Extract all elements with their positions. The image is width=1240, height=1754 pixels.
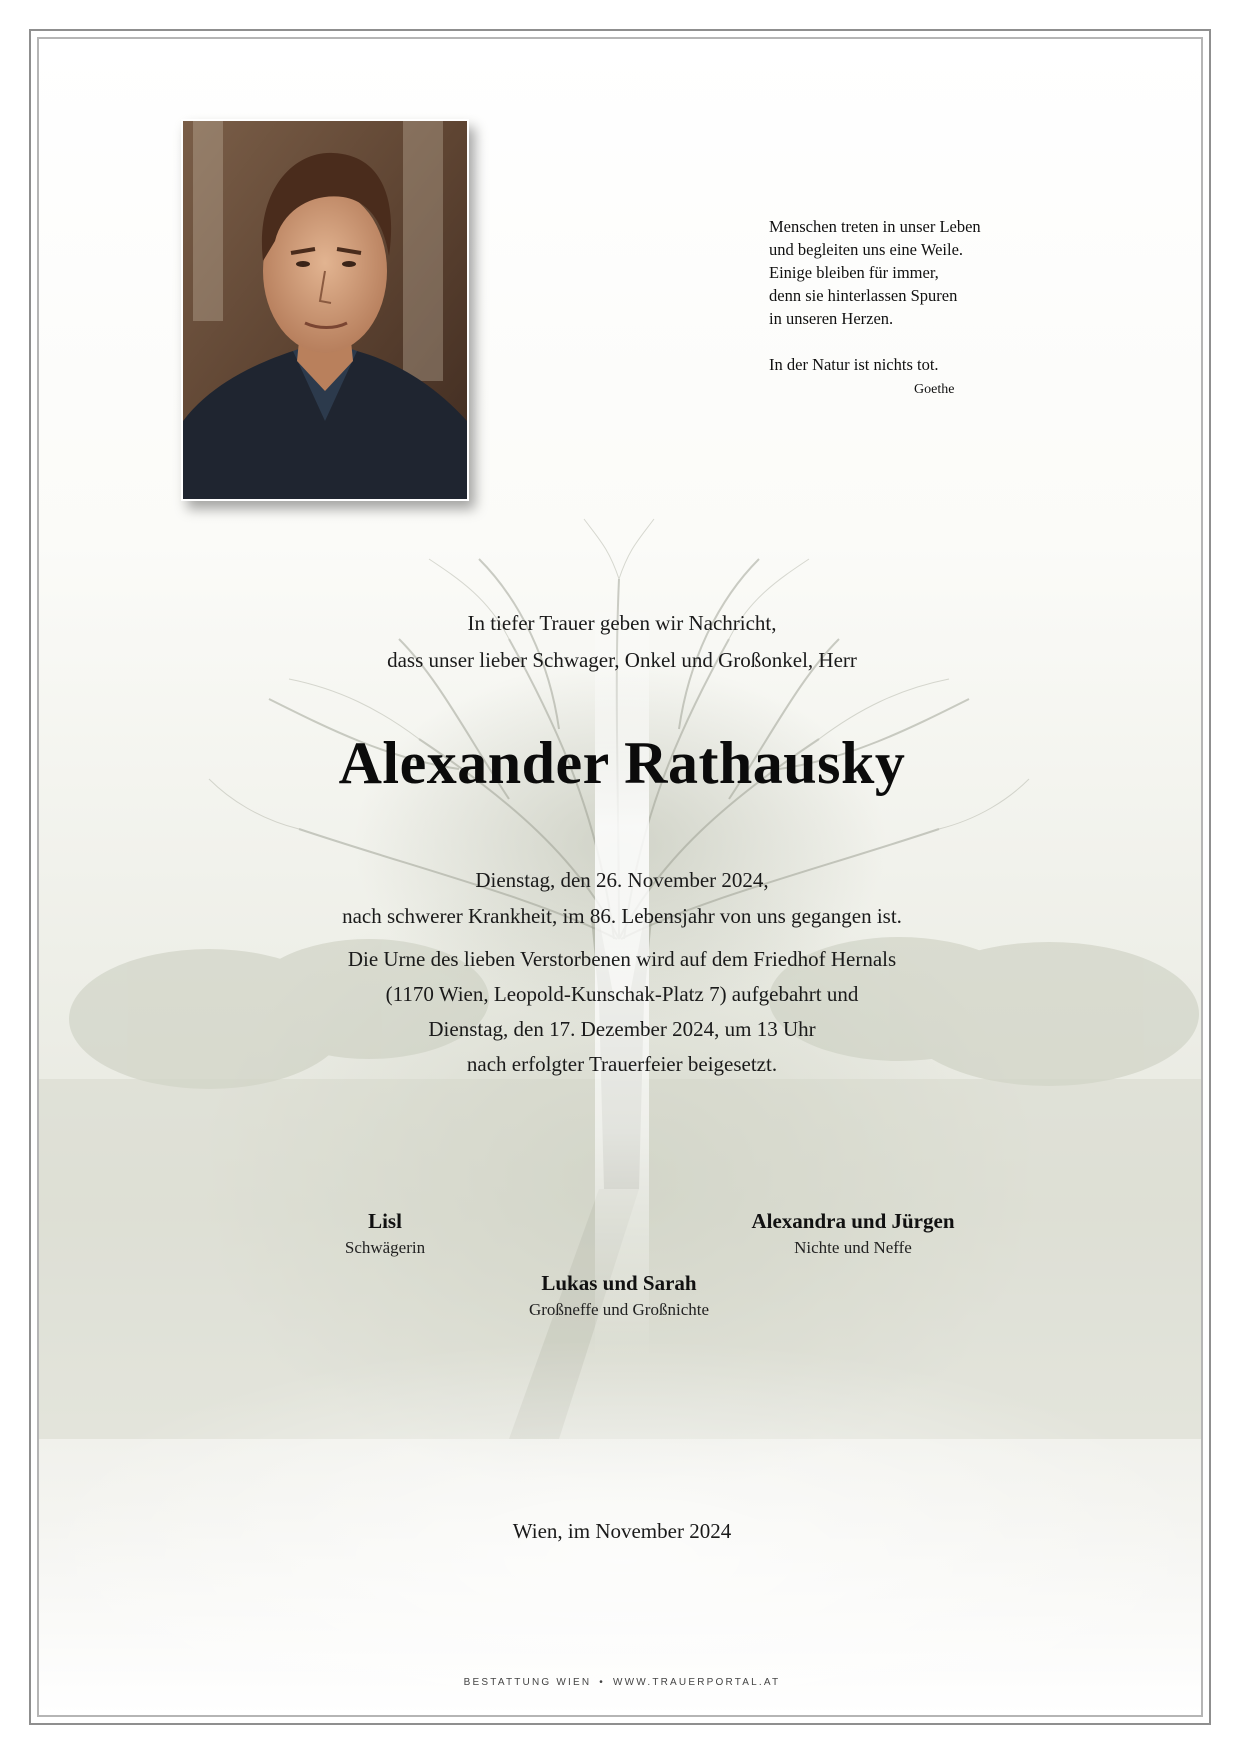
quote-line: denn sie hinterlassen Spuren [769,286,958,305]
quote-line-2: In der Natur ist nichts tot. [769,355,939,374]
death-notice [39,862,1203,934]
mourner-name: Lukas und Sarah [541,1271,697,1295]
quote-line: und begleiten uns eine Weile. [769,240,964,259]
quote-line: in unseren Herzen. [769,309,894,328]
ceremony-line-3: Dienstag, den 17. Dezember 2024, um 13 Uhr [428,1017,816,1041]
mourner-alexandra-juergen [673,1209,1033,1258]
quote-line: Einige bleiben für immer, [769,263,939,282]
mourner-lisl [205,1209,565,1258]
announcement-intro [39,605,1203,679]
footer [39,1677,1203,1688]
mourner-name: Lisl [368,1209,402,1233]
quote-author: Goethe [914,382,955,397]
portrait-photo [181,119,469,501]
quote-line: Menschen treten in unser Leben [769,217,981,236]
mourner-relation: Schwägerin [344,1238,426,1257]
portrait-illustration [183,121,467,499]
ceremony-line-2: (1170 Wien, Leopold-Kunschak-Platz 7) aufgebahrt und [385,982,859,1006]
quote-block [769,215,1089,401]
intro-line-2: dass unser lieber Schwager, Onkel und Großonkel, Herr [387,648,857,672]
ceremony-line-1: Die Urne des lieben Verstorbenen wird auf dem Friedhof Hernals [347,947,897,971]
intro-line-1: In tiefer Trauer geben wir Nachricht, [467,611,777,635]
death-date-line: Dienstag, den 26. November 2024, [475,868,769,892]
footer-company: BESTATTUNG WIEN [463,1677,592,1688]
ceremony-line-4: nach erfolgter Trauerfeier beigesetzt. [466,1052,778,1076]
footer-separator: • [599,1677,605,1688]
mourner-relation: Großneffe und Großnichte [528,1300,710,1319]
mourner-lukas-sarah [439,1271,799,1320]
mourner-relation: Nichte und Neffe [794,1238,912,1257]
death-circumstance-line: nach schwerer Krankheit, im 86. Lebensjahr von uns gegangen ist. [342,904,902,928]
parte-card [37,37,1203,1717]
mourner-name: Alexandra und Jürgen [751,1209,955,1233]
footer-website: WWW.TRAUERPORTAL.AT [612,1677,781,1688]
deceased-name: Alexander Rathausky [338,730,906,796]
place-date: Wien, im November 2024 [512,1519,732,1543]
ceremony-details [39,942,1203,1082]
